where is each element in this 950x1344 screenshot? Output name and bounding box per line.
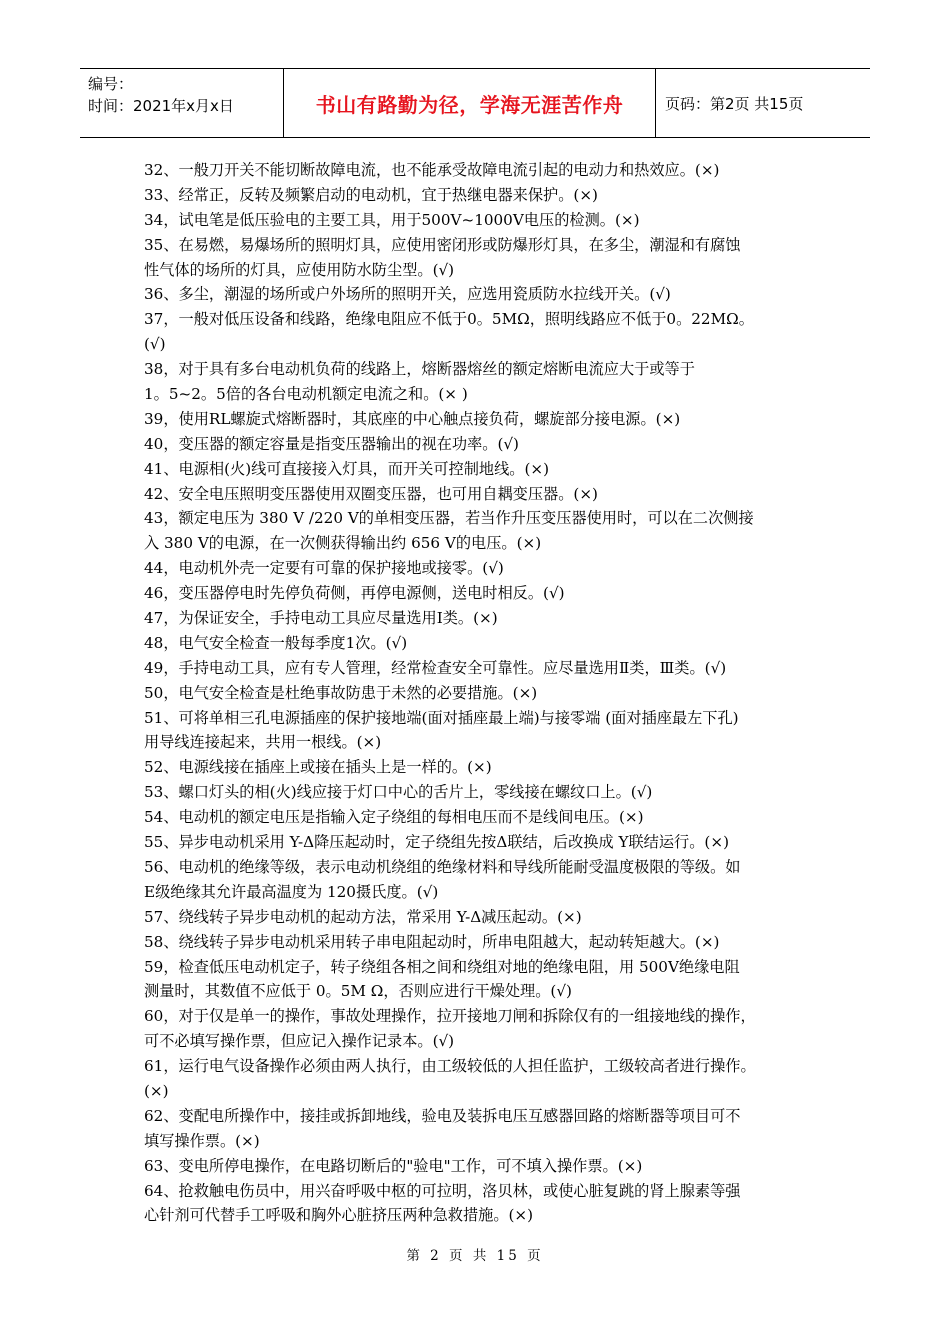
text-line: 40，变压器的额定容量是指变压器输出的视在功率。(√)	[144, 434, 519, 453]
text-line: 43，额定电压为 380 V /220 V的单相变压器，若当作升压变压器使用时，可以在二次侧接	[144, 509, 754, 528]
text-line: 35、在易燃，易爆场所的照明灯具，应使用密闭形或防爆形灯具，在多尘，潮湿和有腐蚀	[144, 235, 741, 254]
text-line: 47，为保证安全，手持电动工具应尽量选用Ⅰ类。(×)	[144, 609, 498, 628]
header-motto: 书山有路勤为径，学海无涯苦作舟	[283, 69, 656, 137]
text-line: 测量时，其数值不应低于 0。5M Ω，否则应进行干燥处理。(√)	[144, 982, 572, 1001]
text-line: 56、电动机的绝缘等级，表示电动机绕组的绝缘材料和导线所能耐受温度极限的等级。如	[144, 857, 741, 876]
text-line: 60，对于仅是单一的操作，事故处理操作，拉开接地刀闸和拆除仅有的一组接地线的操作，	[144, 1007, 756, 1026]
document-body	[144, 158, 820, 1228]
header-meta	[80, 69, 283, 137]
text-line: 36、多尘，潮湿的场所或户外场所的照明开关，应选用瓷质防水拉线开关。(√)	[144, 285, 671, 304]
text-line: 入 380 V的电源，在一次侧获得输出约 656 V的电压。(×)	[144, 534, 542, 553]
text-line: (×)	[144, 1081, 169, 1100]
text-line: (√)	[144, 335, 166, 354]
text-line: 44，电动机外壳一定要有可靠的保护接地或接零。(√)	[144, 559, 504, 578]
text-line: 62、变配电所操作中，接挂或拆卸地线，验电及装拆电压互感器回路的熔断器等项目可不	[144, 1106, 741, 1125]
text-line: 58、绕线转子异步电动机采用转子串电阻起动时，所串电阻越大，起动转矩越大。(×)	[144, 932, 720, 951]
document-time-label: 时间：2021年x月x日	[88, 97, 234, 115]
text-line: 49，手持电动工具，应有专人管理，经常检查安全可靠性。应尽量选用Ⅱ类，Ⅲ类。(√)	[144, 658, 727, 677]
text-line: 用导线连接起来，共用一根线。(×)	[144, 733, 382, 752]
page-footer: 第 2 页 共 15 页	[406, 1248, 544, 1264]
text-line: 32、一般刀开关不能切断故障电流，也不能承受故障电流引起的电动力和热效应。(×)	[144, 161, 720, 179]
document-number-label: 编号：	[88, 75, 134, 93]
text-line: 55、异步电动机采用 Y-Δ降压起动时，定子绕组先按Δ联结，后改换成 Y联结运行。(×)	[144, 833, 730, 852]
text-line: 52、电源线接在插座上或接在插头上是一样的。(×)	[144, 758, 492, 777]
text-line: 63、变电所停电操作，在电路切断后的"验电"工作，可不填入操作票。(×)	[144, 1156, 643, 1175]
text-line: 59，检查低压电动机定子，转子绕组各相之间和绕组对地的绝缘电阻，用 500V绝缘电阻	[144, 957, 740, 976]
text-line: 64、抢救触电伤员中，用兴奋呼吸中枢的可拉明，洛贝林，或使心脏复跳的肾上腺素等强	[144, 1181, 741, 1200]
text-line: 46，变压器停电时先停负荷侧，再停电源侧，送电时相反。(√)	[144, 584, 565, 603]
text-line: 50，电气安全检查是杜绝事故防患于未然的必要措施。(×)	[144, 683, 538, 702]
text-line: 41、电源相(火)线可直接接入灯具，而开关可控制地线。(×)	[144, 459, 550, 478]
text-line: 61，运行电气设备操作必须由两人执行，由工级较低的人担任监护，工级较高者进行操作。	[144, 1057, 756, 1076]
text-line: 心针剂可代替手工呼吸和胸外心脏挤压两种急救措施。(×)	[144, 1206, 534, 1225]
text-line: 38，对于具有多台电动机负荷的线路上，熔断器熔丝的额定熔断电流应大于或等于	[144, 360, 695, 379]
text-line: 53、螺口灯头的相(火)线应接于灯口中心的舌片上，零线接在螺纹口上。(√)	[144, 783, 653, 802]
text-line: 48，电气安全检查一般每季度1次。(√)	[144, 633, 408, 652]
text-line: 34，试电笔是低压验电的主要工具，用于500V~1000V电压的检测。(×)	[144, 210, 640, 229]
text-line: 可不必填写操作票，但应记入操作记录本。(√)	[144, 1032, 455, 1051]
text-line: 51、可将单相三孔电源插座的保护接地端(面对插座最上端)与接零端 (面对插座最左下孔)	[144, 708, 739, 727]
text-line: 37，一般对低压设备和线路，绝缘电阻应不低于0。5MΩ，照明线路应不低于0。22MΩ。	[144, 310, 754, 329]
text-line: 57、绕线转子异步电动机的起动方法，常采用 Y-Δ减压起动。(×)	[144, 907, 582, 926]
text-line: 填写操作票。(×)	[144, 1131, 260, 1150]
text-line: 33、经常正，反转及频繁启动的电动机，宜于热继电器来保护。(×)	[144, 185, 598, 204]
text-line: 性气体的场所的灯具，应使用防水防尘型。(√)	[144, 260, 455, 279]
text-line: E级绝缘其允许最高温度为 120摄氏度。(√)	[144, 882, 439, 901]
text-line: 54、电动机的额定电压是指输入定子绕组的每相电压而不是线间电压。(×)	[144, 808, 644, 827]
text-line: 42、安全电压照明变压器使用双圈变压器，也可用自耦变压器。(×)	[144, 484, 598, 503]
text-line: 39，使用RL螺旋式熔断器时，其底座的中心触点接负荷，螺旋部分接电源。(×)	[144, 409, 681, 428]
page-header	[80, 68, 870, 138]
header-page-indicator: 页码：第2页 共15页	[665, 94, 804, 113]
text-line: 1。5~2。5倍的各台电动机额定电流之和。(× )	[144, 385, 468, 404]
